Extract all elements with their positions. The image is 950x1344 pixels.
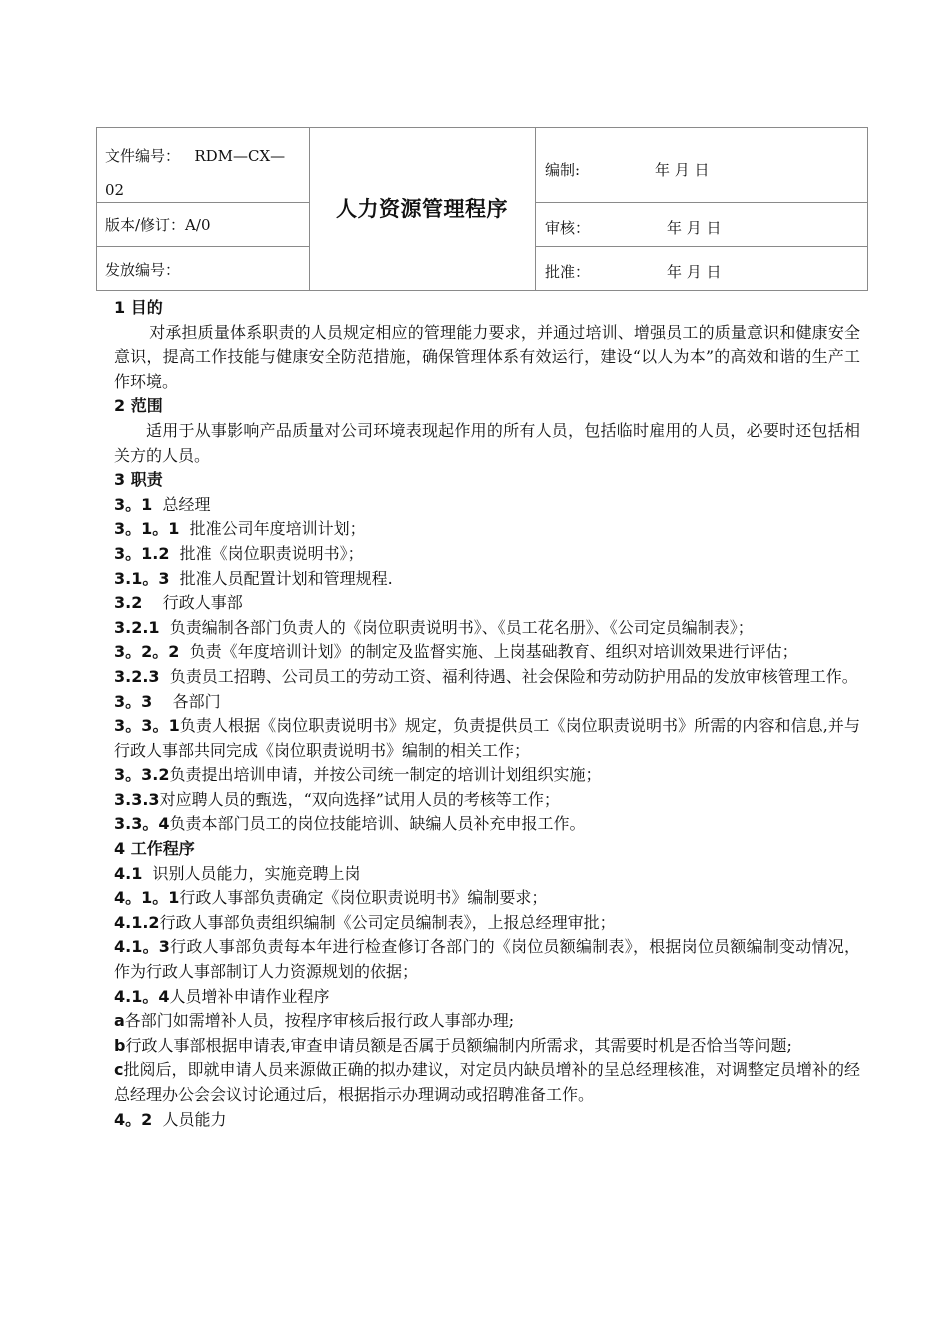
- clause-text: 各部门如需增补人员，按程序审核后报行政人事部办理;: [124, 1011, 515, 1031]
- document-title: 人力资源管理程序: [336, 197, 508, 221]
- clause-item: [114, 763, 860, 788]
- clause-text: 批准《岗位职责说明书》；: [169, 543, 364, 563]
- clause-text: 负责员工招聘、公司员工的劳动工资、福利待遇、社会保险和劳动防护用品的发放审核管理工作。: [159, 666, 858, 686]
- clause-text: 负责本部门员工的岗位技能培训、缺编人员补充申报工作。: [169, 814, 586, 834]
- clause-item: [114, 640, 860, 665]
- clause-item: [114, 862, 860, 887]
- clause-text: 总经理: [152, 494, 211, 514]
- clause-number: 3.1。3: [114, 568, 170, 588]
- reviewed-by-cell: [545, 206, 865, 250]
- clause-text: 行政人事部根据申请表,审查申请员额是否属于员额编制内所需求，其需要时机是否恰当等问题;: [125, 1035, 792, 1055]
- prepared-by-label: 编制:: [545, 161, 581, 179]
- section-heading: [114, 394, 860, 419]
- table-divider: [535, 128, 536, 290]
- clause-number: 3。1.2: [114, 543, 170, 563]
- clause-item: [114, 714, 860, 763]
- clause-item: [114, 616, 860, 641]
- clause-text: 批准人员配置计划和管理规程.: [169, 568, 393, 588]
- section-number: 4: [114, 839, 126, 859]
- clause-number: c: [114, 1060, 124, 1080]
- clause-text: 行政人事部负责每本年进行检查修订各部门的《岗位员额编制表》，根据岗位员额编制变动情况，作为行政人事部制订人力资源规划的依据；: [114, 937, 860, 982]
- clause-text: 批准公司年度培训计划；: [179, 519, 366, 539]
- clause-number: 4。2: [114, 1109, 153, 1129]
- clause-text: 负责《年度培训计划》的制定及监督实施、上岗基础教育、组织对培训效果进行评估；: [179, 642, 798, 662]
- clause-number: 4.1: [114, 863, 143, 883]
- clause-number: 4.1。3: [114, 937, 170, 957]
- clause-item: [114, 812, 860, 837]
- document-number-label: 文件编号：: [105, 147, 181, 165]
- clause-item: [114, 591, 860, 616]
- clause-number: 4.1。4: [114, 986, 170, 1006]
- clause-number: b: [114, 1035, 126, 1055]
- body-paragraph: 适用于从事影响产品质量对公司环境表现起作用的所有人员，包括临时雇用的人员，必要时还包括相关方的人员。: [114, 420, 860, 465]
- clause-number: 3。3.2: [114, 765, 170, 785]
- clause-item: [114, 542, 860, 567]
- clause-item: [114, 690, 860, 715]
- clause-text: 负责编制各部门负责人的《岗位职责说明书》、《员工花名册》、《公司定员编制表》；: [159, 617, 754, 637]
- section-title: 范围: [130, 396, 163, 416]
- clause-number: 3。1: [114, 494, 153, 514]
- clause-item: [114, 1108, 860, 1133]
- clause-item: [114, 517, 860, 542]
- document-header-table: [96, 127, 868, 291]
- prepared-by-cell: [545, 148, 865, 192]
- document-number-value: RDM—CX—: [194, 147, 286, 165]
- section-number: 1: [114, 298, 126, 317]
- clause-item: [114, 493, 860, 518]
- clause-text: 行政人事部负责确定《岗位职责说明书》编制要求；: [179, 888, 548, 908]
- clause-number: 4。1。1: [114, 888, 180, 908]
- table-divider: [535, 202, 867, 203]
- clause-item: [114, 665, 860, 690]
- document-number-value-line2: 02: [105, 181, 125, 199]
- version-cell: 版本/修订：A/0: [105, 216, 211, 234]
- clause-number: 3.3。4: [114, 814, 170, 834]
- approved-by-label: 批准：: [545, 263, 591, 281]
- section-number: 3: [114, 470, 126, 490]
- approved-date: 年 月 日: [667, 263, 722, 281]
- clause-number: 3。3: [114, 691, 153, 711]
- clause-item: [114, 911, 860, 936]
- section-number: 2: [114, 396, 126, 416]
- clause-text: 行政人事部负责组织编制《公司定员编制表》，上报总经理审批；: [159, 912, 616, 932]
- clause-item: [114, 886, 860, 911]
- clause-text: 负责人根据《岗位职责说明书》规定，负责提供员工《岗位职责说明书》所需的内容和信息,并与行政人事部共同完成《岗位职责说明书》编制的相关工作；: [114, 716, 860, 760]
- clause-item: [114, 1034, 860, 1059]
- clause-text: 行政人事部: [142, 593, 243, 613]
- section-title: 工作程序: [130, 839, 195, 859]
- clause-number: 3.2: [114, 593, 143, 613]
- clause-item: [114, 985, 860, 1010]
- clause-item: [114, 788, 860, 813]
- clause-text: 各部门: [152, 691, 221, 711]
- clause-item: [114, 567, 860, 592]
- clause-number: a: [114, 1011, 125, 1031]
- clause-number: 3。2。2: [114, 642, 180, 662]
- issue-number-cell: 发放编号：: [105, 261, 181, 279]
- clause-number: 3.2.3: [114, 666, 160, 686]
- clause-text: 负责提出培训申请，并按公司统一制定的培训计划组织实施；: [169, 765, 602, 785]
- section-heading: [114, 296, 860, 321]
- clause-number: 3.2.1: [114, 617, 160, 637]
- section-heading: [114, 837, 860, 862]
- clause-item: [114, 935, 860, 984]
- clause-text: 人员能力: [152, 1109, 227, 1129]
- clause-item: [114, 1009, 860, 1034]
- section-title: 职责: [130, 470, 163, 490]
- prepared-date: 年 月 日: [655, 161, 710, 179]
- clause-number: 3。3。1: [114, 716, 180, 736]
- reviewed-date: 年 月 日: [667, 219, 722, 237]
- clause-number: 3.3.3: [114, 789, 160, 809]
- section-heading: [114, 468, 860, 493]
- approved-by-cell: [545, 250, 865, 294]
- clause-number: 4.1.2: [114, 912, 160, 932]
- clause-text: 人员增补申请作业程序: [169, 986, 330, 1006]
- document-number-cell: [105, 138, 305, 202]
- clause-text: 识别人员能力，实施竞聘上岗: [142, 863, 361, 883]
- document-body: [114, 296, 860, 1132]
- clause-text: 批阅后，即就申请人员来源做正确的拟办建议，对定员内缺员增补的呈总经理核准，对调整定员增补的经总经理办公会会议讨论通过后，根据指示办理调动或招聘准备工作。: [114, 1060, 860, 1104]
- clause-item: [114, 1058, 860, 1107]
- body-paragraph: 对承担质量体系职责的人员规定相应的管理能力要求，并通过培训、增强员工的质量意识和健康安全意识，提高工作技能与健康安全防范措施，确保管理体系有效运行，建设“以人为本”的高效和谐的生产工作环境。: [114, 322, 860, 391]
- reviewed-by-label: 审核：: [545, 219, 591, 237]
- clause-text: 对应聘人员的甄选，“双向选择”试用人员的考核等工作；: [159, 789, 560, 809]
- section-title: 目的: [130, 298, 163, 317]
- clause-number: 3。1。1: [114, 519, 180, 539]
